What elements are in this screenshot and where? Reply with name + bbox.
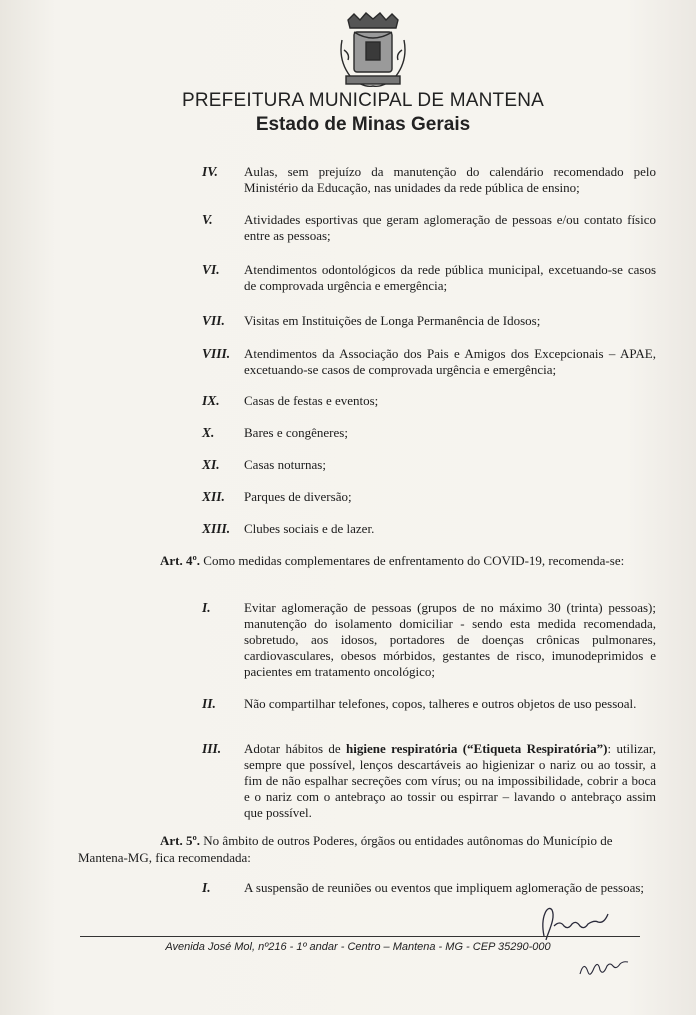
initials-icon: [576, 956, 636, 980]
municipal-coat-of-arms-icon: [334, 10, 412, 92]
footer-divider: [80, 936, 640, 937]
item-number: XII.: [202, 489, 225, 504]
item-text: A suspensão de reuniões ou eventos que impliquem aglomeração de pessoas;: [244, 880, 645, 895]
item-text: Clubes sociais e de lazer.: [244, 521, 375, 536]
item-text: Evitar aglomeração de pessoas (grupos de no máximo 30 (trinta) pessoas); manutenção do isolamento domiciliar - sendo esta medida recomendada, sobretudo, aos idosos, portadores de doenças crônicas pulmonares, cardiovasculares, obesos mórbidos, gestantes de risco, imunodeprimidos e pacientes em tratamento oncológico;: [244, 600, 656, 679]
item-text: Parques de diversão;: [244, 489, 352, 504]
signature-icon: [526, 896, 626, 946]
item-text-start: Adotar hábitos de: [244, 741, 347, 756]
header-municipality: PREFEITURA MUNICIPAL DE MANTENA: [182, 90, 544, 111]
item-number: II.: [202, 696, 216, 711]
item-number: I.: [202, 600, 211, 615]
item-number: VII.: [202, 313, 225, 328]
item-number: III.: [202, 741, 222, 756]
item-text: Atendimentos odontológicos da rede pública municipal, excetuando-se casos de comprovada urgência e emergência;: [244, 262, 656, 293]
footer-address: Avenida José Mol, nº216 - 1º andar - Centro – Mantena - MG - CEP 35290-000: [165, 941, 551, 953]
item-number: IX.: [202, 393, 220, 408]
article-5: [78, 832, 656, 866]
item-number: X.: [202, 425, 215, 440]
item-text: Casas de festas e eventos;: [244, 393, 379, 408]
item-text: Visitas em Instituições de Longa Permanência de Idosos;: [244, 313, 541, 328]
item-number: I.: [202, 880, 211, 895]
article-label: Art. 4º.: [160, 553, 201, 568]
item-number: VI.: [202, 262, 220, 277]
item-text: [244, 741, 656, 821]
item-text: Casas noturnas;: [244, 457, 326, 472]
item-text: Atendimentos da Associação dos Pais e Amigos dos Excepcionais – APAE, excetuando-se casos de comprovada urgência e emergência;: [244, 346, 656, 377]
item-number: IV.: [202, 164, 218, 179]
article-label: Art. 5º.: [160, 833, 201, 848]
item-text-bold: higiene respiratória (“Etiqueta Respiratória”): [346, 741, 608, 756]
item-text: Bares e congêneres;: [244, 425, 348, 440]
item-text: Atividades esportivas que geram aglomeração de pessoas e/ou contato físico entre as pessoas;: [244, 212, 656, 243]
item-number: XIII.: [202, 521, 231, 536]
item-text-end: : utilizar, sempre que possível, lenços descartáveis ao higienizar o nariz ou ao tossir, a fim de não espalhar secreções com vírus; ou na impossibilidade, cobrir a boca e o nariz com o antebraço ao tossir ou espirrar – lavando o antebraço assim que possível.: [244, 741, 656, 820]
item-text: Aulas, sem prejuízo da manutenção do calendário recomendado pelo Ministério da Educação, nas unidades da rede pública de ensino;: [244, 164, 656, 195]
article-text: Como medidas complementares de enfrentamento do COVID-19, recomenda-se:: [200, 553, 625, 568]
item-number: VIII.: [202, 346, 231, 361]
item-number: V.: [202, 212, 213, 227]
article-4: [78, 552, 656, 569]
item-number: XI.: [202, 457, 220, 472]
item-text: Não compartilhar telefones, copos, talheres e outros objetos de uso pessoal.: [244, 696, 637, 711]
article-text: No âmbito de outros Poderes, órgãos ou entidades autônomas do Município de Mantena-MG, fica recomendada:: [78, 833, 613, 865]
header-state: Estado de Minas Gerais: [255, 114, 471, 135]
